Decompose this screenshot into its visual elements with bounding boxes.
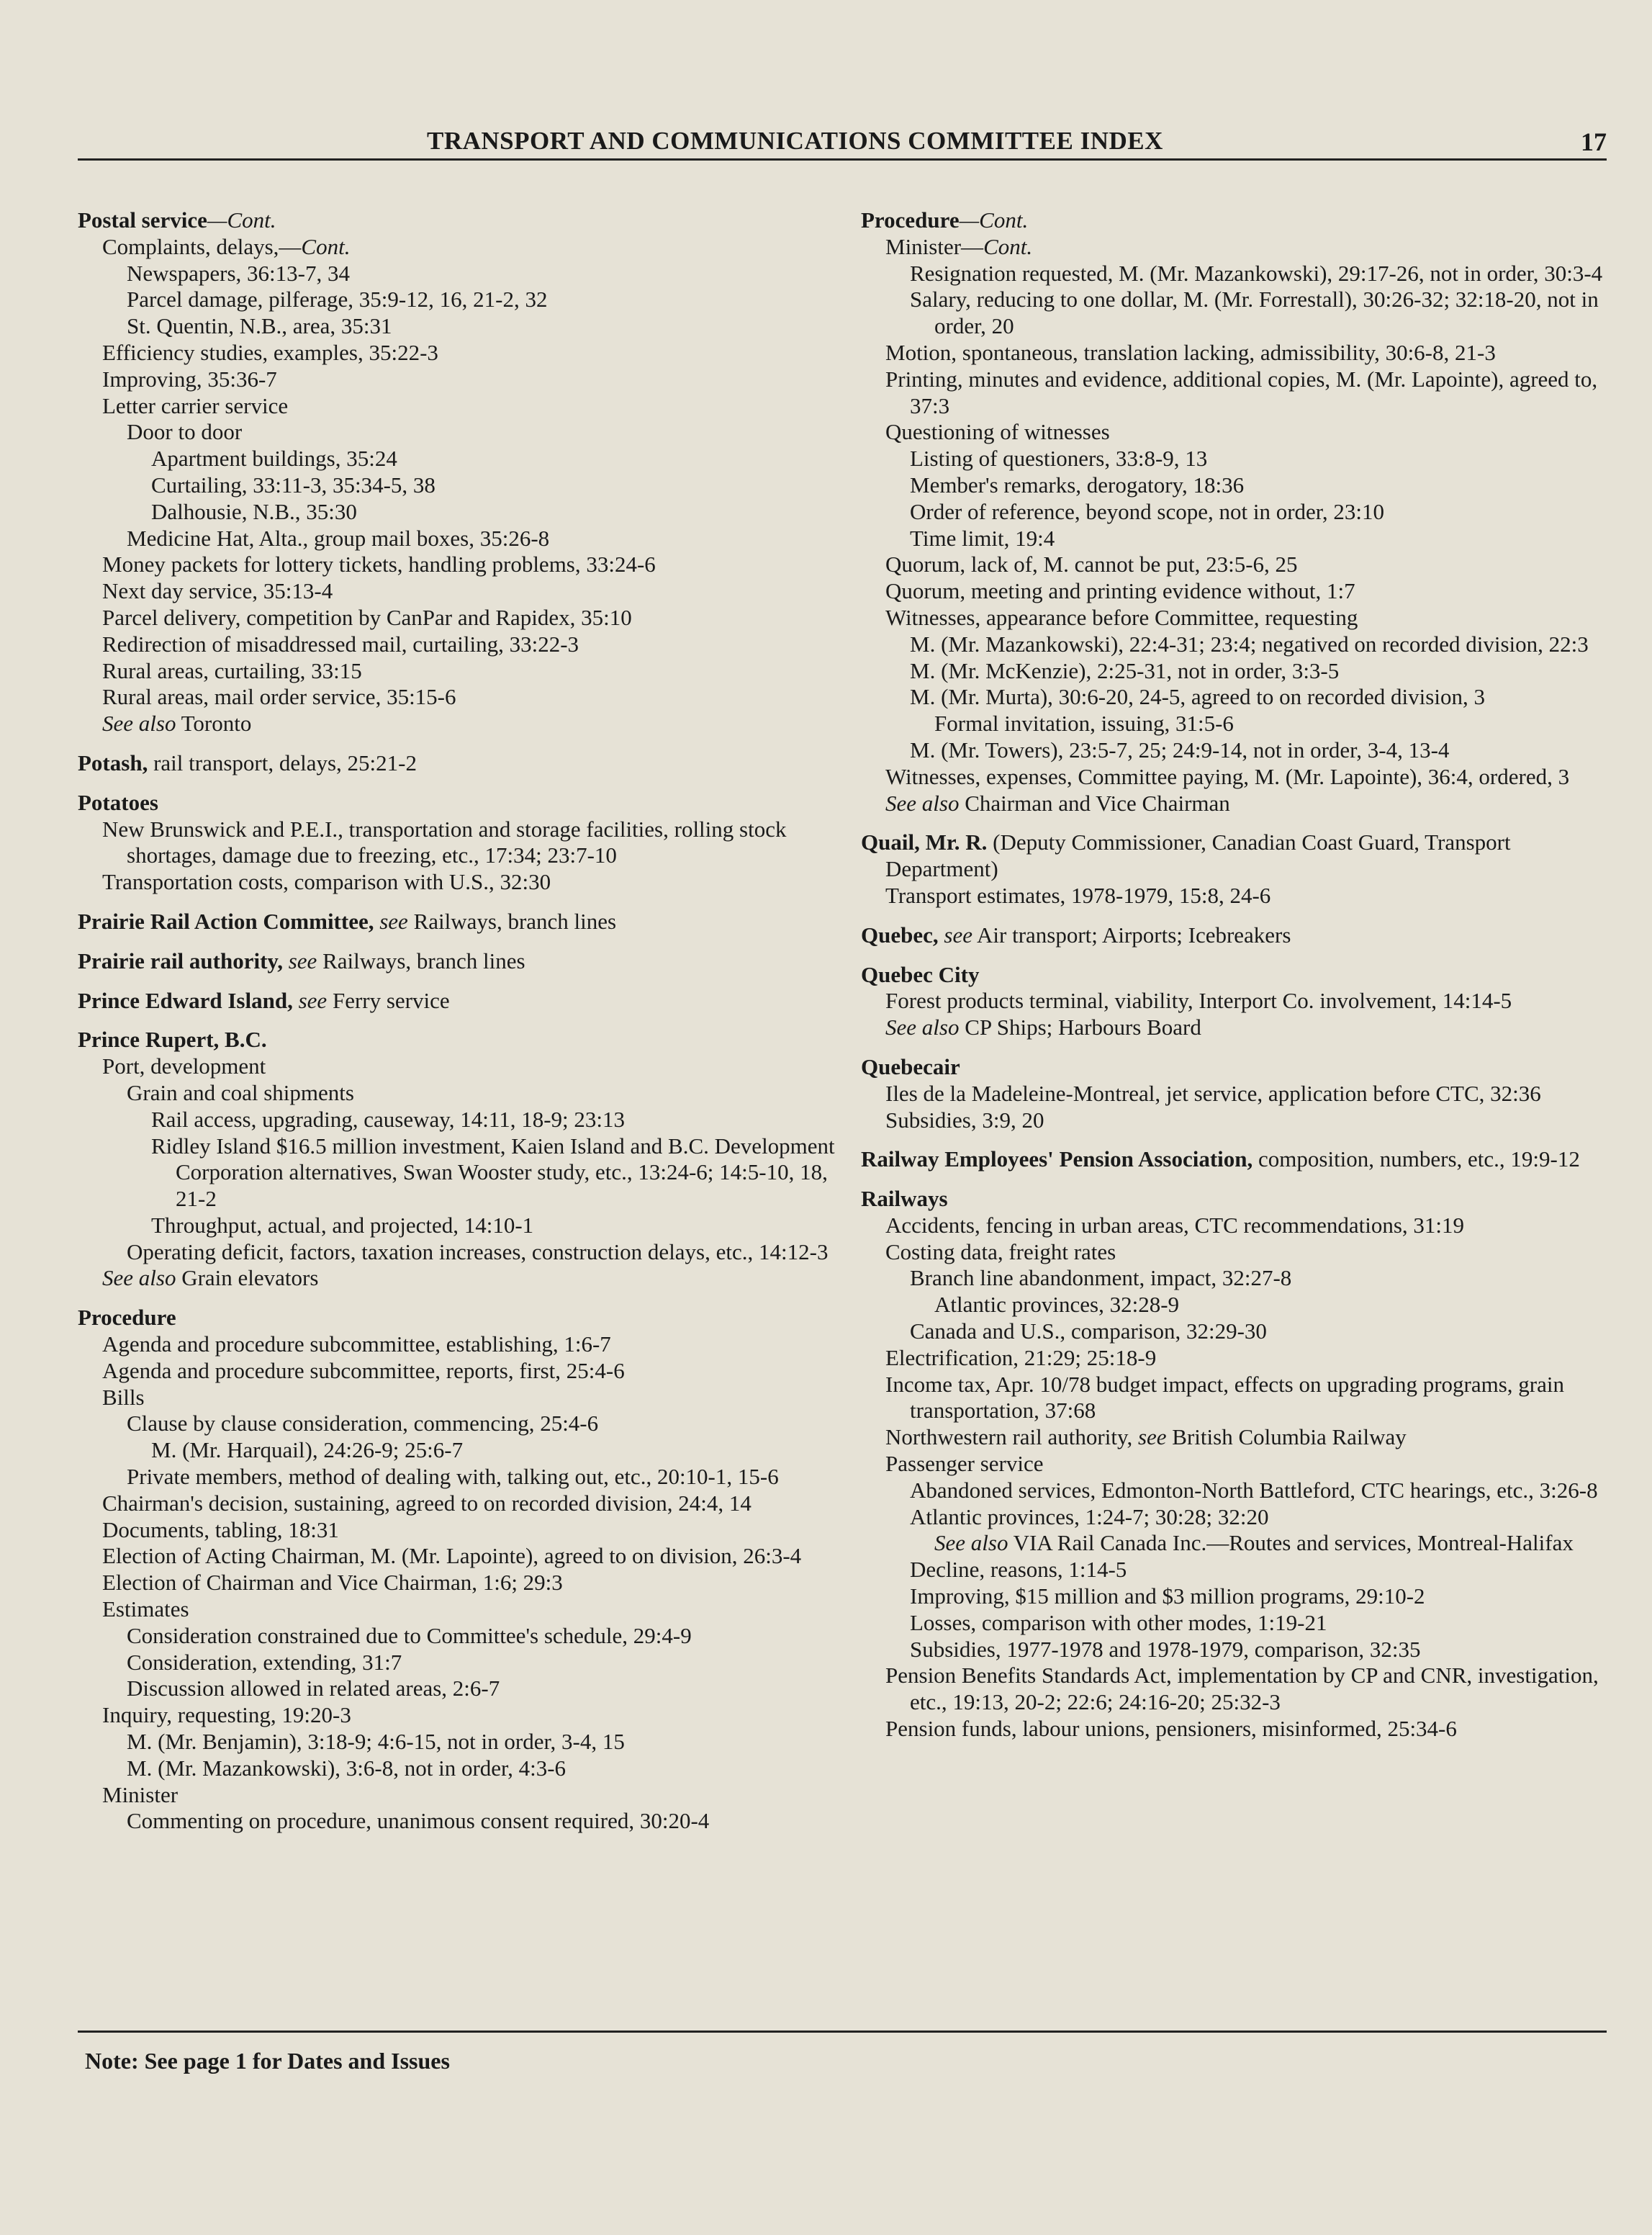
text-run: composition, numbers, etc., 19:9-12: [1252, 1146, 1580, 1172]
text-run: Medicine Hat, Alta., group mail boxes, 35:26-8: [127, 525, 550, 551]
index-entry: [78, 790, 841, 896]
text-run: Consideration, extending, 31:7: [127, 1649, 402, 1675]
text-run: Improving, $15 million and $3 million programs, 29:10-2: [910, 1583, 1425, 1609]
index-entry: [78, 988, 841, 1015]
entry-subline: [910, 631, 1610, 658]
text-run: Potash,: [78, 750, 148, 775]
text-run: Ferry service: [327, 987, 450, 1013]
entry-subline: [910, 1504, 1610, 1531]
entry-subline: [910, 472, 1610, 499]
entry-subline: [102, 340, 841, 366]
text-run: Branch line abandonment, impact, 32:27-8: [910, 1265, 1292, 1291]
text-run: See also: [102, 711, 176, 737]
entry-subline: [151, 1213, 841, 1239]
text-run: Listing of questioners, 33:8-9, 13: [910, 446, 1208, 472]
index-entry: [78, 1305, 841, 1835]
text-run: Prince Rupert, B.C.: [78, 1027, 267, 1053]
entry-subline: [910, 1478, 1610, 1504]
text-run: Resignation requested, M. (Mr. Mazankowski), 29:17-26, not in order, 30:3-4: [910, 260, 1603, 286]
entry-subline: [910, 737, 1610, 764]
entry-subline: [910, 499, 1610, 526]
entry-subline: [127, 1464, 841, 1490]
text-run: Ridley Island $16.5 million investment, Kaien Island and B.C. Development Corporation alternatives, Swan Wooster study, etc., 13:24-6; 14:5-10, 18, 21-2: [151, 1133, 835, 1212]
text-run: Door to door: [127, 419, 243, 445]
index-entry: [861, 829, 1610, 909]
entry-subline: [885, 605, 1610, 631]
text-run: Pension Benefits Standards Act, implementation by CP and CNR, investigation, etc., 19:13, 20-2; 22:6; 24:16-20; 25:32-3: [885, 1663, 1599, 1715]
entry-heading: [78, 207, 841, 234]
entry-subline: [910, 684, 1610, 711]
text-run: Operating deficit, factors, taxation increases, construction delays, etc., 14:12-3: [127, 1238, 829, 1264]
text-run: Witnesses, expenses, Committee paying, M. (Mr. Lapointe), 36:4, ordered, 3: [885, 763, 1570, 789]
text-run: Railways: [861, 1186, 948, 1212]
entry-subline: [910, 287, 1610, 340]
text-run: Motion, spontaneous, translation lacking, admissibility, 30:6-8, 21-3: [885, 339, 1496, 365]
entry-subline: [910, 658, 1610, 685]
entry-subline: [885, 1451, 1610, 1478]
text-run: Costing data, freight rates: [885, 1238, 1116, 1264]
entry-subline: [127, 1808, 841, 1835]
text-run: M. (Mr. Mazankowski), 22:4-31; 23:4; negatived on recorded division, 22:3: [910, 631, 1589, 657]
entry-subline: [127, 1676, 841, 1702]
entry-heading: [78, 988, 841, 1015]
text-run: M. (Mr. Harquail), 24:26-9; 25:6-7: [151, 1437, 464, 1463]
entry-subline: [127, 287, 841, 313]
entry-subline: [885, 1239, 1610, 1266]
text-run: Next day service, 35:13-4: [102, 578, 333, 604]
entry-subline: [910, 1265, 1610, 1292]
entry-subline: [934, 1530, 1610, 1557]
text-run: Parcel delivery, competition by CanPar and Rapidex, 35:10: [102, 604, 632, 630]
text-run: Money packets for lottery tickets, handling problems, 33:24-6: [102, 552, 656, 577]
entry-subline: [102, 1358, 841, 1385]
index-entry: [861, 962, 1610, 1041]
text-run: Atlantic provinces, 32:28-9: [934, 1292, 1180, 1318]
entry-heading: [78, 909, 841, 935]
text-run: M. (Mr. Murta), 30:6-20, 24-5, agreed to on recorded division, 3: [910, 684, 1485, 710]
text-run: Decline, reasons, 1:14-5: [910, 1557, 1127, 1583]
entry-subline: [910, 1557, 1610, 1583]
entry-subline: [102, 1490, 841, 1517]
text-run: Quebec City: [861, 961, 980, 987]
text-run: Quail, Mr. R.: [861, 829, 988, 855]
index-entry: [78, 1027, 841, 1292]
entry-subline: [102, 234, 841, 261]
text-run: see: [298, 987, 328, 1013]
text-run: Accidents, fencing in urban areas, CTC recommendations, 31:19: [885, 1212, 1465, 1238]
text-run: Prince Edward Island,: [78, 987, 293, 1013]
entry-subline: [127, 1729, 841, 1755]
index-entry: [78, 207, 841, 737]
index-entry: [861, 1146, 1610, 1173]
entry-subline: [885, 1424, 1610, 1451]
text-run: Commenting on procedure, unanimous consent required, 30:20-4: [127, 1808, 710, 1834]
text-run: Throughput, actual, and projected, 14:10-1: [151, 1212, 534, 1238]
text-run: Estimates: [102, 1596, 189, 1622]
text-run: Quorum, meeting and printing evidence without, 1:7: [885, 578, 1355, 604]
entry-subline: [102, 869, 841, 896]
entry-subline: [910, 1637, 1610, 1663]
text-run: British Columbia Railway: [1166, 1424, 1407, 1450]
text-run: Improving, 35:36-7: [102, 366, 277, 392]
text-run: Order of reference, beyond scope, not in order, 23:10: [910, 498, 1384, 524]
text-run: Consideration constrained due to Committee's schedule, 29:4-9: [127, 1622, 692, 1648]
text-run: See also: [102, 1265, 176, 1291]
text-run: Forest products terminal, viability, Interport Co. involvement, 14:14-5: [885, 988, 1512, 1014]
entry-subline: [102, 1517, 841, 1544]
text-run: Formal invitation, issuing, 31:5-6: [934, 711, 1234, 737]
text-run: Cont.: [983, 233, 1033, 259]
text-run: Northwestern rail authority,: [885, 1424, 1138, 1450]
entry-subline: [102, 1596, 841, 1623]
entry-subline: [102, 1702, 841, 1729]
page-number: 17: [1581, 127, 1607, 156]
entry-subline: [885, 791, 1610, 817]
entry-subline: [151, 499, 841, 526]
entry-subline: [102, 1570, 841, 1596]
text-run: Income tax, Apr. 10/78 budget impact, effects on upgrading programs, grain transportation, 37:68: [885, 1371, 1564, 1424]
text-run: Subsidies, 3:9, 20: [885, 1107, 1044, 1133]
text-run: Salary, reducing to one dollar, M. (Mr. Forrestall), 30:26-32; 32:18-20, not in order, 20: [910, 287, 1599, 339]
header-title: TRANSPORT AND COMMUNICATIONS COMMITTEE INDEX: [427, 127, 1163, 155]
entry-subline: [102, 631, 841, 658]
text-run: Electrification, 21:29; 25:18-9: [885, 1344, 1157, 1370]
text-run: Parcel damage, pilferage, 35:9-12, 16, 21-2, 32: [127, 287, 548, 312]
text-run: Prairie Rail Action Committee,: [78, 908, 374, 934]
text-run: Air transport; Airports; Icebreakers: [972, 922, 1291, 948]
text-run: Toronto: [176, 711, 252, 737]
entry-subline: [885, 340, 1610, 366]
entry-heading: [861, 829, 1610, 883]
text-run: Procedure: [78, 1305, 176, 1331]
text-run: New Brunswick and P.E.I., transportation and storage facilities, rolling stock shortages, damage due to freezing, etc., 17:34; 23:7-10: [102, 816, 787, 868]
text-run: M. (Mr. Mazankowski), 3:6-8, not in order, 4:3-6: [127, 1755, 567, 1781]
entry-subline: [102, 578, 841, 605]
text-run: Dalhousie, N.B., 35:30: [151, 498, 357, 524]
text-run: rail transport, delays, 25:21-2: [148, 750, 417, 775]
entry-subline: [910, 1318, 1610, 1345]
text-run: Prairie rail authority,: [78, 948, 283, 973]
entry-subline: [151, 472, 841, 499]
entry-subline: [151, 1133, 841, 1213]
text-run: Canada and U.S., comparison, 32:29-30: [910, 1318, 1267, 1344]
entry-subline: [885, 988, 1610, 1015]
text-run: Transport estimates, 1978-1979, 15:8, 24-6: [885, 882, 1271, 908]
text-run: Abandoned services, Edmonton-North Battleford, CTC hearings, etc., 3:26-8: [910, 1477, 1598, 1503]
text-run: Passenger service: [885, 1451, 1044, 1477]
text-run: Member's remarks, derogatory, 18:36: [910, 472, 1245, 498]
text-run: Redirection of misaddressed mail, curtailing, 33:22-3: [102, 631, 579, 657]
text-run: —Cont.: [207, 207, 276, 233]
entry-subline: [127, 419, 841, 446]
text-run: Losses, comparison with other modes, 1:19-21: [910, 1609, 1327, 1635]
entry-heading: [861, 1186, 1610, 1213]
text-run: (Deputy Commissioner, Canadian Coast Guard, Transport Department): [885, 829, 1511, 882]
entry-subline: [102, 1543, 841, 1570]
entry-subline: [885, 366, 1610, 420]
entry-subline: [102, 605, 841, 631]
entry-subline: [885, 552, 1610, 578]
text-run: Grain elevators: [176, 1265, 319, 1291]
text-run: Transportation costs, comparison with U.S., 32:30: [102, 869, 551, 895]
entry-subline: [127, 1080, 841, 1107]
text-run: —Cont.: [959, 207, 1029, 233]
text-run: Apartment buildings, 35:24: [151, 446, 397, 472]
text-run: Time limit, 19:4: [910, 525, 1055, 551]
entry-subline: [102, 1053, 841, 1080]
text-run: Atlantic provinces, 1:24-7; 30:28; 32:20: [910, 1503, 1269, 1529]
text-run: see: [379, 908, 408, 934]
entry-heading: [861, 962, 1610, 989]
text-run: Port, development: [102, 1053, 266, 1079]
entry-subline: [102, 552, 841, 578]
right-column: [861, 207, 1610, 1742]
text-run: Printing, minutes and evidence, additional copies, M. (Mr. Lapointe), agreed to, 37:3: [885, 366, 1598, 418]
text-run: Rail access, upgrading, causeway, 14:11, 18-9; 23:13: [151, 1106, 626, 1132]
text-run: Quebec,: [861, 922, 939, 948]
text-run: see: [288, 948, 317, 973]
entry-subline: [102, 1385, 841, 1411]
entry-subline: [151, 1107, 841, 1133]
text-run: Agenda and procedure subcommittee, reports, first, 25:4-6: [102, 1357, 625, 1383]
entry-subline: [885, 1107, 1610, 1134]
text-run: Rural areas, mail order service, 35:15-6: [102, 684, 456, 710]
index-entry: [861, 922, 1610, 949]
index-entry: [78, 948, 841, 975]
entry-subline: [127, 1623, 841, 1650]
entry-subline: [885, 1345, 1610, 1372]
entry-subline: [885, 578, 1610, 605]
text-run: Agenda and procedure subcommittee, establishing, 1:6-7: [102, 1331, 611, 1357]
entry-subline: [910, 526, 1610, 552]
entry-heading: [78, 1027, 841, 1053]
text-run: Documents, tabling, 18:31: [102, 1516, 339, 1542]
entry-subline: [885, 883, 1610, 909]
text-run: Iles de la Madeleine-Montreal, jet service, application before CTC, 32:36: [885, 1080, 1541, 1106]
text-run: Newspapers, 36:13-7, 34: [127, 260, 350, 286]
text-run: [293, 988, 299, 1013]
index-entry: [78, 909, 841, 935]
text-run: Railways, branch lines: [317, 948, 525, 973]
text-run: Postal service: [78, 207, 207, 233]
entry-subline: [910, 261, 1610, 287]
entry-subline: [151, 1437, 841, 1464]
index-entry: [861, 1186, 1610, 1742]
index-entry: [861, 207, 1610, 817]
text-run: CP Ships; Harbours Board: [959, 1015, 1201, 1040]
text-run: Pension funds, labour unions, pensioners, misinformed, 25:34-6: [885, 1716, 1457, 1742]
footer-note: Note: See page 1 for Dates and Issues: [85, 2048, 450, 2074]
entry-subline: [885, 1213, 1610, 1239]
entry-subline: [102, 684, 841, 711]
entry-subline: [102, 1782, 841, 1809]
entry-heading: [78, 750, 841, 777]
entry-heading: [78, 948, 841, 975]
text-run: Letter carrier service: [102, 392, 289, 418]
text-run: Clause by clause consideration, commencing, 25:4-6: [127, 1411, 599, 1436]
entry-subline: [127, 526, 841, 552]
text-run: St. Quentin, N.B., area, 35:31: [127, 313, 392, 339]
text-run: See also: [934, 1530, 1008, 1556]
entry-subline: [127, 313, 841, 340]
text-run: See also: [885, 1015, 960, 1040]
entry-subline: [910, 1583, 1610, 1610]
entry-subline: [885, 1081, 1610, 1107]
entry-heading: [861, 1054, 1610, 1081]
text-run: Private members, method of dealing with, talking out, etc., 20:10-1, 15-6: [127, 1464, 779, 1490]
text-run: Efficiency studies, examples, 35:22-3: [102, 339, 438, 365]
text-run: Quorum, lack of, M. cannot be put, 23:5-6, 25: [885, 552, 1298, 577]
text-run: M. (Mr. McKenzie), 2:25-31, not in order, 3:3-5: [910, 657, 1340, 683]
text-run: Inquiry, requesting, 19:20-3: [102, 1702, 351, 1728]
entry-heading: [78, 790, 841, 817]
text-run: Election of Acting Chairman, M. (Mr. Lapointe), agreed to on division, 26:3-4: [102, 1543, 802, 1569]
text-run: Minister: [102, 1781, 179, 1807]
text-run: Questioning of witnesses: [885, 419, 1110, 445]
entry-subline: [102, 817, 841, 870]
entry-subline: [885, 1015, 1610, 1041]
entry-subline: [127, 1650, 841, 1676]
text-run: Rural areas, curtailing, 33:15: [102, 657, 362, 683]
entry-subline: [127, 1411, 841, 1437]
text-run: Grain and coal shipments: [127, 1079, 354, 1105]
entry-subline: [885, 234, 1610, 261]
text-run: Procedure: [861, 207, 960, 233]
text-run: Railway Employees' Pension Association,: [861, 1146, 1253, 1172]
entry-subline: [102, 711, 841, 737]
page-header: [78, 127, 1607, 161]
entry-subline: [102, 1265, 841, 1292]
text-run: Cont.: [301, 233, 351, 259]
entry-subline: [127, 261, 841, 287]
text-run: Quebecair: [861, 1053, 960, 1079]
text-run: see: [1137, 1424, 1167, 1450]
entry-subline: [885, 1716, 1610, 1742]
entry-subline: [127, 1239, 841, 1266]
text-run: Chairman's decision, sustaining, agreed to on recorded division, 24:4, 14: [102, 1490, 751, 1516]
entry-heading: [861, 207, 1610, 234]
entry-heading: [861, 922, 1610, 949]
index-entry: [78, 750, 841, 777]
entry-subline: [102, 366, 841, 393]
text-run: Curtailing, 33:11-3, 35:34-5, 38: [151, 472, 435, 498]
text-run: Complaints, delays,—: [102, 233, 302, 259]
entry-subline: [102, 1331, 841, 1358]
text-run: Subsidies, 1977-1978 and 1978-1979, comparison, 32:35: [910, 1636, 1421, 1662]
entry-subline: [102, 393, 841, 420]
entry-subline: [910, 1610, 1610, 1637]
entry-subline: [151, 446, 841, 472]
index-entry: [861, 1054, 1610, 1133]
text-run: see: [944, 922, 972, 948]
entry-subline: [102, 658, 841, 685]
text-run: Election of Chairman and Vice Chairman, 1:6; 29:3: [102, 1570, 563, 1596]
text-run: [283, 948, 289, 973]
entry-subline: [127, 1755, 841, 1782]
text-run: Potatoes: [78, 789, 158, 815]
text-run: Discussion allowed in related areas, 2:6-7: [127, 1676, 500, 1701]
entry-heading: [861, 1146, 1610, 1173]
left-column: [78, 207, 841, 1835]
entry-subline: [885, 1663, 1610, 1716]
text-run: VIA Rail Canada Inc.—Routes and services, Montreal-Halifax: [1008, 1530, 1574, 1556]
entry-subline: [934, 1292, 1610, 1318]
entry-subline: [910, 446, 1610, 472]
entry-heading: [78, 1305, 841, 1331]
text-run: Chairman and Vice Chairman: [959, 790, 1230, 816]
text-run: M. (Mr. Benjamin), 3:18-9; 4:6-15, not in order, 3-4, 15: [127, 1729, 625, 1755]
text-run: Railways, branch lines: [407, 908, 617, 934]
text-run: Bills: [102, 1384, 145, 1410]
entry-subline: [885, 1372, 1610, 1425]
text-run: Minister—: [885, 233, 984, 259]
text-run: Witnesses, appearance before Committee, requesting: [885, 604, 1358, 630]
text-run: M. (Mr. Towers), 23:5-7, 25; 24:9-14, not in order, 3-4, 13-4: [910, 737, 1450, 763]
footer-divider: [78, 2031, 1607, 2033]
text-run: See also: [885, 790, 960, 816]
entry-subline: [885, 764, 1610, 791]
entry-subline: [885, 419, 1610, 446]
entry-subline: [934, 711, 1610, 737]
